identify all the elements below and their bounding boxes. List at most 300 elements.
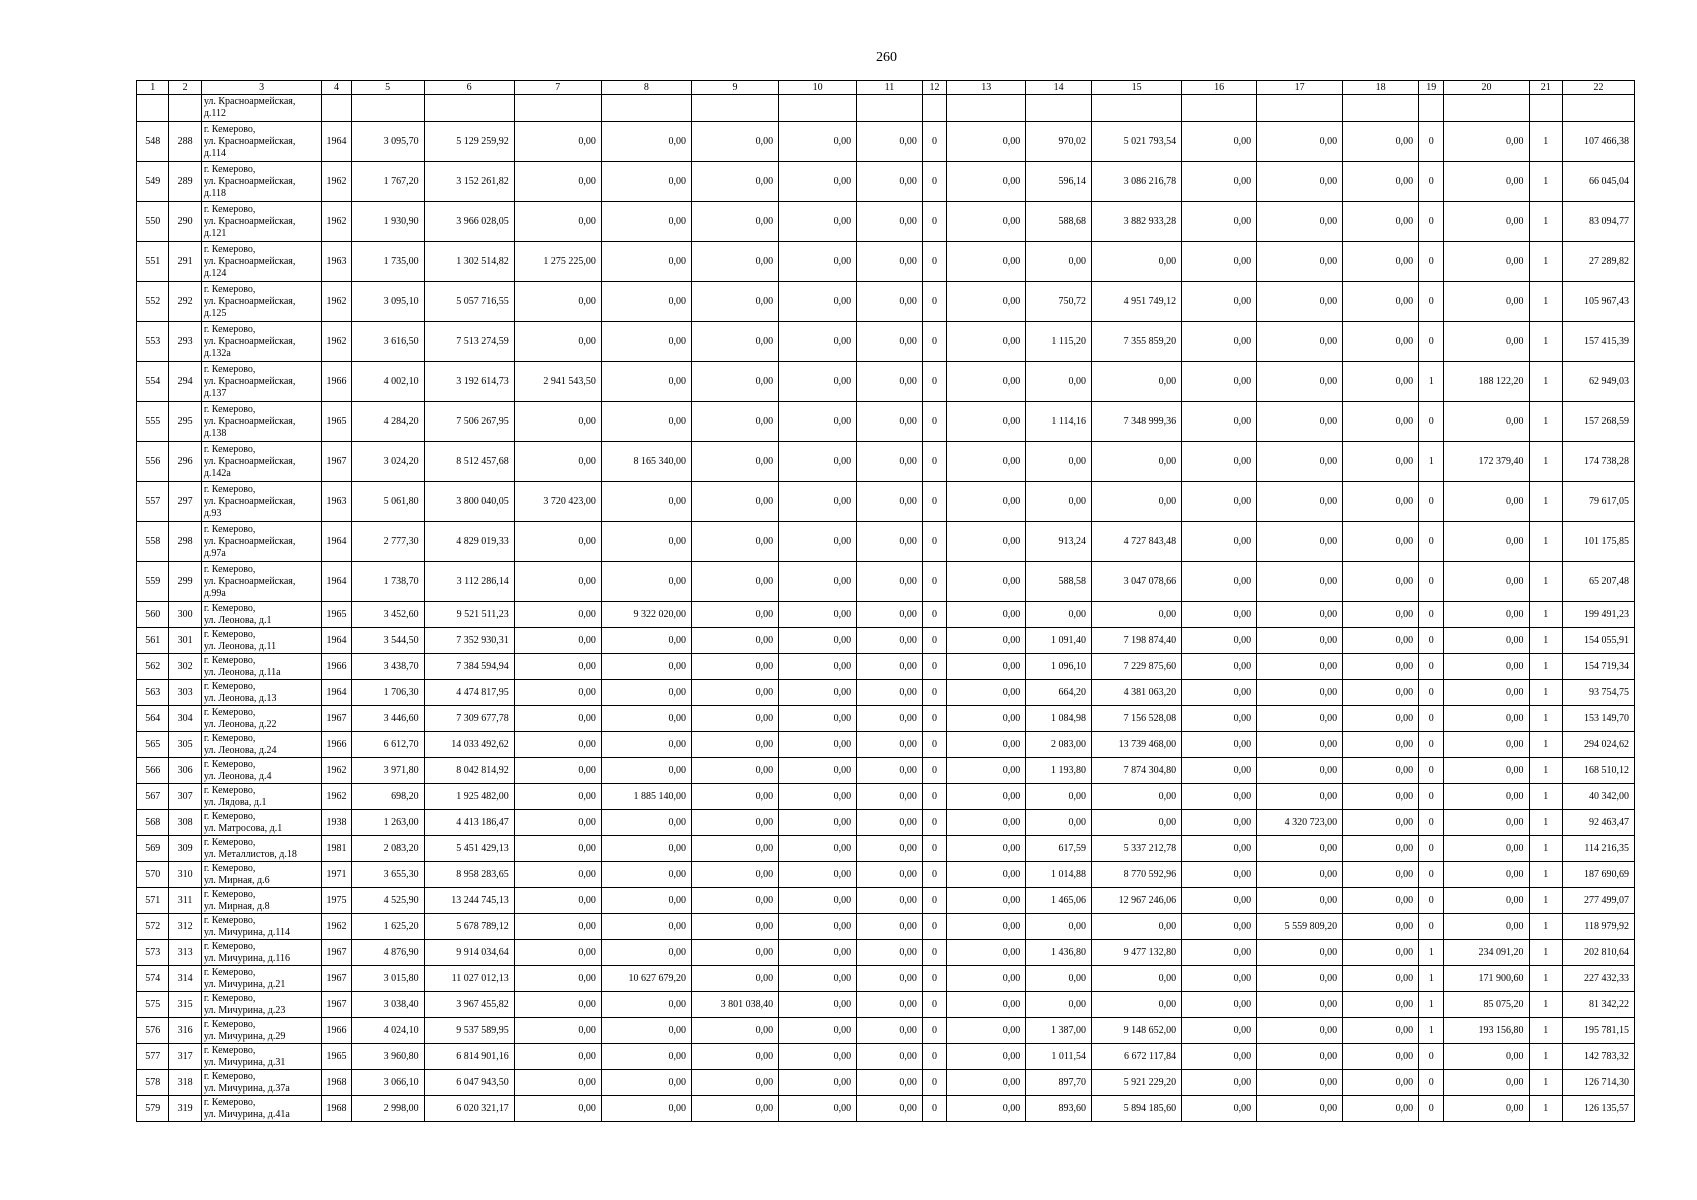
cell-c12: 0 xyxy=(922,862,946,888)
cell-c19: 1 xyxy=(1419,362,1444,402)
cell-c22: 174 738,28 xyxy=(1562,442,1634,482)
cell-c13: 0,00 xyxy=(947,362,1026,402)
cell-c15: 13 739 468,00 xyxy=(1092,732,1182,758)
cell-c18: 0,00 xyxy=(1343,322,1419,362)
cell-c2: 311 xyxy=(169,888,201,914)
cell-c5: 3 066,10 xyxy=(351,1070,424,1096)
cell-c8: 0,00 xyxy=(601,758,691,784)
cell-c15: 3 882 933,28 xyxy=(1092,202,1182,242)
cell-c19: 0 xyxy=(1419,482,1444,522)
cell-c17: 0,00 xyxy=(1257,1070,1343,1096)
cell-c4: 1962 xyxy=(322,202,351,242)
column-header: 14 xyxy=(1026,81,1092,95)
cell-c1: 570 xyxy=(137,862,169,888)
cell-address xyxy=(201,122,322,162)
cell-c20: 0,00 xyxy=(1444,836,1529,862)
cell-c2: 309 xyxy=(169,836,201,862)
cell-c6: 3 192 614,73 xyxy=(424,362,514,402)
cell-c18: 0,00 xyxy=(1343,402,1419,442)
address-line: г. Кемерово, xyxy=(203,483,256,495)
cell-c14: 664,20 xyxy=(1026,680,1092,706)
cell-c8: 0,00 xyxy=(601,562,691,602)
cell-c21: 1 xyxy=(1529,914,1562,940)
cell-c6: 7 513 274,59 xyxy=(424,322,514,362)
cell-c10: 0,00 xyxy=(779,1096,857,1122)
cell-c10: 0,00 xyxy=(779,758,857,784)
cell-c11: 0,00 xyxy=(857,810,923,836)
cell-c2: 305 xyxy=(169,732,201,758)
cell-c4: 1967 xyxy=(322,966,351,992)
cell-c1: 560 xyxy=(137,602,169,628)
address-line: д.118 xyxy=(203,187,227,199)
column-header: 3 xyxy=(201,81,322,95)
cell-c14: 0,00 xyxy=(1026,362,1092,402)
cell-c14: 1 091,40 xyxy=(1026,628,1092,654)
cell-c16: 0,00 xyxy=(1182,836,1257,862)
cell-c12: 0 xyxy=(922,1070,946,1096)
cell-c12: 0 xyxy=(922,810,946,836)
cell-c10: 0,00 xyxy=(779,522,857,562)
address-line: ул. Красноармейская, xyxy=(203,455,296,467)
cell-c13: 0,00 xyxy=(947,1018,1026,1044)
cell-c13: 0,00 xyxy=(947,628,1026,654)
cell-c9: 0,00 xyxy=(691,654,778,680)
cell-c13: 0,00 xyxy=(947,654,1026,680)
cell-c22: 105 967,43 xyxy=(1562,282,1634,322)
cell-c11: 0,00 xyxy=(857,122,923,162)
cell-c7: 2 941 543,50 xyxy=(514,362,601,402)
cell-c8: 0,00 xyxy=(601,362,691,402)
cell-c5: 1 735,00 xyxy=(351,242,424,282)
cell-c1: 555 xyxy=(137,402,169,442)
cell-c9: 0,00 xyxy=(691,242,778,282)
cell-address xyxy=(201,602,322,628)
cell-c4: 1962 xyxy=(322,914,351,940)
cell-c14: 1 387,00 xyxy=(1026,1018,1092,1044)
cell-c7: 0,00 xyxy=(514,1044,601,1070)
cell-c11: 0,00 xyxy=(857,1044,923,1070)
cell-c22: 101 175,85 xyxy=(1562,522,1634,562)
cell-c8: 0,00 xyxy=(601,732,691,758)
cell-c8: 0,00 xyxy=(601,680,691,706)
cell-c12: 0 xyxy=(922,966,946,992)
cell-c18: 0,00 xyxy=(1343,680,1419,706)
address-line: г. Кемерово, xyxy=(203,888,256,900)
cell-c21: 1 xyxy=(1529,1096,1562,1122)
cell-c22: 66 045,04 xyxy=(1562,162,1634,202)
cell-c19: 0 xyxy=(1419,836,1444,862)
cell-c20: 0,00 xyxy=(1444,522,1529,562)
cell-c2: 301 xyxy=(169,628,201,654)
table-row xyxy=(137,940,1635,966)
cell-c10: 0,00 xyxy=(779,810,857,836)
cell-c8: 0,00 xyxy=(601,888,691,914)
table-row xyxy=(137,810,1635,836)
cell-c14: 0,00 xyxy=(1026,442,1092,482)
address-line: д.137 xyxy=(203,387,227,399)
cell-c13: 0,00 xyxy=(947,402,1026,442)
cell-c18: 0,00 xyxy=(1343,654,1419,680)
cell-c19: 0 xyxy=(1419,1096,1444,1122)
cell-c17: 0,00 xyxy=(1257,992,1343,1018)
address-line: ул. Красноармейская, xyxy=(203,375,296,387)
cell-c17: 0,00 xyxy=(1257,482,1343,522)
cell-c17: 0,00 xyxy=(1257,836,1343,862)
cell-address xyxy=(201,282,322,322)
cell-c18: 0,00 xyxy=(1343,162,1419,202)
cell-c22: 153 149,70 xyxy=(1562,706,1634,732)
cell-c18: 0,00 xyxy=(1343,1044,1419,1070)
address-line: г. Кемерово, xyxy=(203,1044,256,1056)
table-row xyxy=(137,758,1635,784)
cell-c10: 0,00 xyxy=(779,888,857,914)
cell-c5: 3 038,40 xyxy=(351,992,424,1018)
cell-address xyxy=(201,784,322,810)
cell-c8: 0,00 xyxy=(601,322,691,362)
cell-c2: 310 xyxy=(169,862,201,888)
table-row xyxy=(137,202,1635,242)
cell-c19: 0 xyxy=(1419,758,1444,784)
cell-c22: 199 491,23 xyxy=(1562,602,1634,628)
cell-c10: 0,00 xyxy=(779,402,857,442)
cell-c5: 3 960,80 xyxy=(351,1044,424,1070)
column-header: 8 xyxy=(601,81,691,95)
cell-c20: 0,00 xyxy=(1444,862,1529,888)
cell-c15: 0,00 xyxy=(1092,482,1182,522)
cell-c18: 0,00 xyxy=(1343,732,1419,758)
cell-c10: 0,00 xyxy=(779,940,857,966)
cell-c7: 0,00 xyxy=(514,784,601,810)
cell-c18: 0,00 xyxy=(1343,282,1419,322)
cell-c20: 0,00 xyxy=(1444,1044,1529,1070)
cell-c1: 554 xyxy=(137,362,169,402)
cell-c8: 8 165 340,00 xyxy=(601,442,691,482)
cell-address xyxy=(201,1044,322,1070)
cell-c17: 0,00 xyxy=(1257,122,1343,162)
address-line: ул. Мичурина, д.41а xyxy=(203,1108,290,1120)
cell-c22: 142 783,32 xyxy=(1562,1044,1634,1070)
cell-c20: 0,00 xyxy=(1444,914,1529,940)
cell-c18: 0,00 xyxy=(1343,836,1419,862)
cell-c19: 0 xyxy=(1419,810,1444,836)
cell-c21: 1 xyxy=(1529,482,1562,522)
cell-c21: 1 xyxy=(1529,1070,1562,1096)
column-header: 12 xyxy=(922,81,946,95)
cell-c6: 4 829 019,33 xyxy=(424,522,514,562)
cell-c14: 596,14 xyxy=(1026,162,1092,202)
cell-address xyxy=(201,322,322,362)
cell-c1: 564 xyxy=(137,706,169,732)
cell-c17: 0,00 xyxy=(1257,862,1343,888)
cell-c15: 5 337 212,78 xyxy=(1092,836,1182,862)
cell-c2 xyxy=(169,95,201,122)
cell-c7: 0,00 xyxy=(514,758,601,784)
cell-c15: 5 921 229,20 xyxy=(1092,1070,1182,1096)
cell-c16: 0,00 xyxy=(1182,522,1257,562)
cell-c2: 288 xyxy=(169,122,201,162)
cell-c20: 0,00 xyxy=(1444,628,1529,654)
cell-c13: 0,00 xyxy=(947,1044,1026,1070)
cell-c12: 0 xyxy=(922,1096,946,1122)
cell-c21: 1 xyxy=(1529,442,1562,482)
cell-c1: 566 xyxy=(137,758,169,784)
cell-c2: 292 xyxy=(169,282,201,322)
cell-c12: 0 xyxy=(922,888,946,914)
cell-c9: 0,00 xyxy=(691,362,778,402)
cell-c19: 0 xyxy=(1419,202,1444,242)
cell-c11: 0,00 xyxy=(857,402,923,442)
cell-c22: 294 024,62 xyxy=(1562,732,1634,758)
cell-c19: 0 xyxy=(1419,914,1444,940)
cell-c22: 277 499,07 xyxy=(1562,888,1634,914)
address-line: д.112 xyxy=(203,108,227,119)
cell-c18: 0,00 xyxy=(1343,784,1419,810)
cell-c17: 0,00 xyxy=(1257,162,1343,202)
cell-c12: 0 xyxy=(922,122,946,162)
cell-c16: 0,00 xyxy=(1182,282,1257,322)
cell-c11: 0,00 xyxy=(857,680,923,706)
cell-c10: 0,00 xyxy=(779,602,857,628)
cell-c9: 0,00 xyxy=(691,836,778,862)
cell-c18: 0,00 xyxy=(1343,966,1419,992)
cell-c10: 0,00 xyxy=(779,202,857,242)
column-header: 7 xyxy=(514,81,601,95)
cell-c19: 0 xyxy=(1419,706,1444,732)
cell-c14: 0,00 xyxy=(1026,914,1092,940)
table-header xyxy=(137,81,1635,95)
address-line: г. Кемерово, xyxy=(203,914,256,926)
cell-c19: 0 xyxy=(1419,402,1444,442)
cell-c21: 1 xyxy=(1529,784,1562,810)
cell-c22: 202 810,64 xyxy=(1562,940,1634,966)
cell-c21: 1 xyxy=(1529,282,1562,322)
cell-c16: 0,00 xyxy=(1182,992,1257,1018)
cell-c12: 0 xyxy=(922,1044,946,1070)
cell-c16: 0,00 xyxy=(1182,810,1257,836)
column-header: 2 xyxy=(169,81,201,95)
cell-c10: 0,00 xyxy=(779,914,857,940)
cell-c21: 1 xyxy=(1529,322,1562,362)
cell-c4: 1968 xyxy=(322,1096,351,1122)
cell-address xyxy=(201,522,322,562)
cell-c9: 0,00 xyxy=(691,602,778,628)
cell-c19: 0 xyxy=(1419,888,1444,914)
cell-c1: 567 xyxy=(137,784,169,810)
cell-c1 xyxy=(137,95,169,122)
cell-c18: 0,00 xyxy=(1343,758,1419,784)
cell-c5: 3 544,50 xyxy=(351,628,424,654)
cell-c10: 0,00 xyxy=(779,362,857,402)
cell-c10: 0,00 xyxy=(779,1018,857,1044)
column-header: 1 xyxy=(137,81,169,95)
cell-c6: 3 112 286,14 xyxy=(424,562,514,602)
cell-c21: 1 xyxy=(1529,992,1562,1018)
cell-c13: 0,00 xyxy=(947,706,1026,732)
cell-c6: 14 033 492,62 xyxy=(424,732,514,758)
cell-c14: 2 083,00 xyxy=(1026,732,1092,758)
cell-c11: 0,00 xyxy=(857,862,923,888)
column-header: 17 xyxy=(1257,81,1343,95)
cell-c1: 556 xyxy=(137,442,169,482)
cell-c14: 1 014,88 xyxy=(1026,862,1092,888)
cell-c19: 0 xyxy=(1419,784,1444,810)
cell-c18: 0,00 xyxy=(1343,602,1419,628)
cell-c22: 62 949,03 xyxy=(1562,362,1634,402)
table-row xyxy=(137,654,1635,680)
address-line: ул. Леонова, д.11а xyxy=(203,666,281,678)
cell-c13: 0,00 xyxy=(947,562,1026,602)
cell-c4: 1962 xyxy=(322,322,351,362)
cell-c20: 0,00 xyxy=(1444,202,1529,242)
cell-c16: 0,00 xyxy=(1182,654,1257,680)
cell-c15: 0,00 xyxy=(1092,784,1182,810)
cell-c9: 0,00 xyxy=(691,706,778,732)
cell-c11: 0,00 xyxy=(857,202,923,242)
cell-c9: 0,00 xyxy=(691,628,778,654)
cell-c15: 4 727 843,48 xyxy=(1092,522,1182,562)
cell-c4: 1966 xyxy=(322,362,351,402)
table-row xyxy=(137,442,1635,482)
cell-c6: 3 152 261,82 xyxy=(424,162,514,202)
cell-c6: 7 384 594,94 xyxy=(424,654,514,680)
cell-c8: 0,00 xyxy=(601,810,691,836)
cell-c5: 3 095,10 xyxy=(351,282,424,322)
cell-c14: 0,00 xyxy=(1026,966,1092,992)
cell-c21: 1 xyxy=(1529,836,1562,862)
cell-c19: 1 xyxy=(1419,940,1444,966)
cell-c21: 1 xyxy=(1529,680,1562,706)
cell-c1: 579 xyxy=(137,1096,169,1122)
cell-c21: 1 xyxy=(1529,402,1562,442)
cell-c9: 0,00 xyxy=(691,940,778,966)
cell-c9: 0,00 xyxy=(691,862,778,888)
cell-c20: 0,00 xyxy=(1444,122,1529,162)
table-row xyxy=(137,706,1635,732)
cell-c13: 0,00 xyxy=(947,242,1026,282)
cell-c1: 565 xyxy=(137,732,169,758)
cell-c4: 1966 xyxy=(322,732,351,758)
cell-c5: 3 452,60 xyxy=(351,602,424,628)
cell-c16: 0,00 xyxy=(1182,482,1257,522)
cell-c13: 0,00 xyxy=(947,482,1026,522)
cell-c14: 588,58 xyxy=(1026,562,1092,602)
cell-c22: 40 342,00 xyxy=(1562,784,1634,810)
cell-c13: 0,00 xyxy=(947,522,1026,562)
cell-c13: 0,00 xyxy=(947,940,1026,966)
cell-c19: 0 xyxy=(1419,732,1444,758)
table-row xyxy=(137,966,1635,992)
cell-c15: 7 348 999,36 xyxy=(1092,402,1182,442)
cell-c5: 4 525,90 xyxy=(351,888,424,914)
cell-c4: 1962 xyxy=(322,162,351,202)
cell-c17: 0,00 xyxy=(1257,322,1343,362)
cell-c15: 0,00 xyxy=(1092,442,1182,482)
address-line: г. Кемерово, xyxy=(203,203,256,215)
cell-c6: 5 451 429,13 xyxy=(424,836,514,862)
cell-c13: 0,00 xyxy=(947,862,1026,888)
cell-c18: 0,00 xyxy=(1343,482,1419,522)
address-line: ул. Матросова, д.1 xyxy=(203,822,283,834)
cell-c11: 0,00 xyxy=(857,562,923,602)
cell-c5: 4 002,10 xyxy=(351,362,424,402)
cell-c7: 0,00 xyxy=(514,654,601,680)
cell-c16: 0,00 xyxy=(1182,1096,1257,1122)
cell-c16: 0,00 xyxy=(1182,758,1257,784)
address-line: ул. Металлистов, д.18 xyxy=(203,848,297,860)
cell-c12: 0 xyxy=(922,362,946,402)
cell-c1: 562 xyxy=(137,654,169,680)
cell-c5: 1 930,90 xyxy=(351,202,424,242)
address-line: ул. Красноармейская, xyxy=(203,335,296,347)
table-row xyxy=(137,122,1635,162)
cell-c15: 0,00 xyxy=(1092,914,1182,940)
cell-c18: 0,00 xyxy=(1343,940,1419,966)
address-line: г. Кемерово, xyxy=(203,940,256,952)
address-line: ул. Лядова, д.1 xyxy=(203,796,267,808)
cell-c8: 0,00 xyxy=(601,654,691,680)
cell-c14: 0,00 xyxy=(1026,784,1092,810)
cell-c20: 0,00 xyxy=(1444,758,1529,784)
cell-c21: 1 xyxy=(1529,758,1562,784)
cell-c20: 0,00 xyxy=(1444,732,1529,758)
cell-c9: 3 801 038,40 xyxy=(691,992,778,1018)
cell-c1: 563 xyxy=(137,680,169,706)
cell-address xyxy=(201,402,322,442)
cell-c5: 3 438,70 xyxy=(351,654,424,680)
cell-c14: 0,00 xyxy=(1026,602,1092,628)
cell-c19: 0 xyxy=(1419,322,1444,362)
cell-c2: 308 xyxy=(169,810,201,836)
cell-c9: 0,00 xyxy=(691,442,778,482)
cell-c15: 7 156 528,08 xyxy=(1092,706,1182,732)
cell-c9: 0,00 xyxy=(691,202,778,242)
cell-c22: 93 754,75 xyxy=(1562,680,1634,706)
cell-c2: 317 xyxy=(169,1044,201,1070)
table-row xyxy=(137,282,1635,322)
cell-c8: 0,00 xyxy=(601,914,691,940)
cell-c1: 553 xyxy=(137,322,169,362)
cell-c18: 0,00 xyxy=(1343,522,1419,562)
table-row xyxy=(137,784,1635,810)
address-line: ул. Мичурина, д.29 xyxy=(203,1030,286,1042)
cell-c6: 9 537 589,95 xyxy=(424,1018,514,1044)
cell-c18: 0,00 xyxy=(1343,810,1419,836)
address-line: ул. Красноармейская, xyxy=(203,495,296,507)
address-line: д.121 xyxy=(203,227,227,239)
cell-c5: 3 446,60 xyxy=(351,706,424,732)
cell-c6: 6 047 943,50 xyxy=(424,1070,514,1096)
cell-c19: 0 xyxy=(1419,522,1444,562)
cell-c18: 0,00 xyxy=(1343,362,1419,402)
cell-c20: 0,00 xyxy=(1444,680,1529,706)
address-line: г. Кемерово, xyxy=(203,862,256,874)
cell-c12: 0 xyxy=(922,654,946,680)
cell-c18: 0,00 xyxy=(1343,122,1419,162)
cell-c10: 0,00 xyxy=(779,282,857,322)
cell-c20: 0,00 xyxy=(1444,282,1529,322)
cell-c5: 1 263,00 xyxy=(351,810,424,836)
cell-c5: 3 015,80 xyxy=(351,966,424,992)
housing-repair-table xyxy=(136,80,1635,1122)
cell-c19: 0 xyxy=(1419,628,1444,654)
cell-c11: 0,00 xyxy=(857,322,923,362)
cell-c7: 0,00 xyxy=(514,522,601,562)
cell-c2: 297 xyxy=(169,482,201,522)
table-row xyxy=(137,914,1635,940)
cell-c8: 0,00 xyxy=(601,1070,691,1096)
cell-c4: 1964 xyxy=(322,562,351,602)
cell-c20: 85 075,20 xyxy=(1444,992,1529,1018)
